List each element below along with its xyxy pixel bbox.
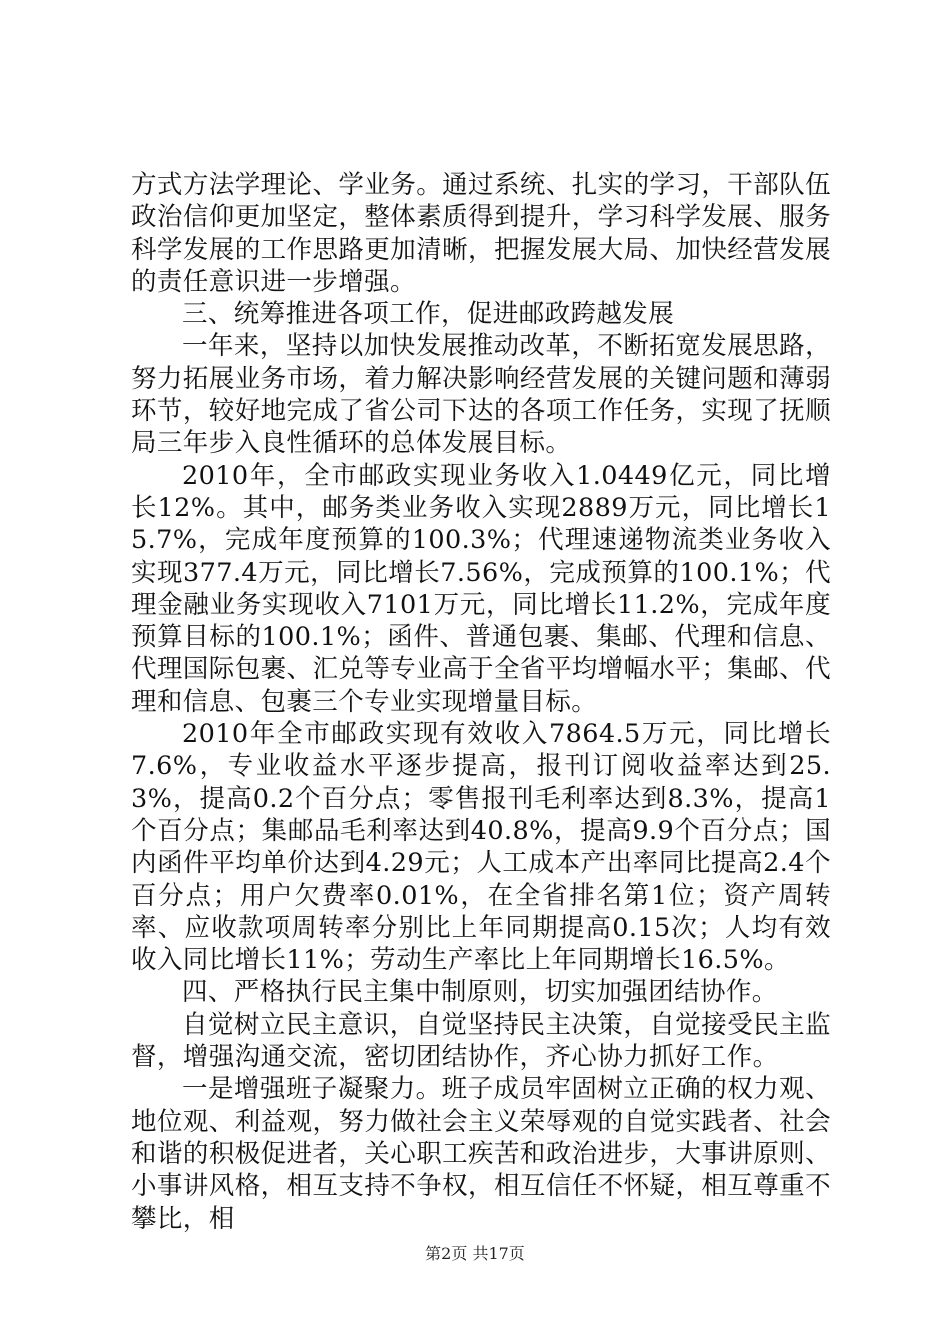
paragraph-effective-income: 2010年全市邮政实现有效收入7864.5万元，同比增长7.6%，专业收益水平逐步提高，报刊订阅收益率达到25.3%，提高0.2个百分点；零售报刊毛利率达到8.3%，提高1个百分点；集邮品毛利率达到40.8%，提高9.9个百分点；国内函件平均单价达到4.29元；人工成本产出率同比提高2.4个百分点；用户欠费率0.01%，在全省排名第1位；资产周转率、应收款项周转率分别比上年同期提高0.15次；人均有效收入同比增长11%；劳动生产率比上年同期增长16.5%。 — [131, 719, 831, 976]
page-footer: 第2页 共17页 — [425, 1244, 525, 1263]
paragraph-cohesion: 一是增强班子凝聚力。班子成员牢固树立正确的权力观、地位观、利益观，努力做社会主义荣辱观的自觉实践者、社会和谐的积极促进者，关心职工疾苦和政治进步，大事讲原则、小事讲风格，相互支持不争权，相互信任不怀疑，相互尊重不攀比，相 — [131, 1074, 831, 1234]
document-body — [131, 169, 831, 1235]
paragraph-study-results: 方式方法学理论、学业务。通过系统、扎实的学习，干部队伍政治信仰更加坚定，整体素质得到提升，学习科学发展、服务科学发展的工作思路更加清晰，把握发展大局、加快经营发展的责任意识进一步增强。 — [131, 170, 831, 297]
paragraph-democracy: 自觉树立民主意识，自觉坚持民主决策，自觉接受民主监督，增强沟通交流，密切团结协作，齐心协力抓好工作。 — [131, 1009, 831, 1073]
heading-section-four: 四、严格执行民主集中制原则，切实加强团结协作。 — [182, 977, 778, 1008]
paragraph-business-income: 2010年，全市邮政实现业务收入1.0449亿元，同比增长12%。其中，邮务类业务收入实现2889万元，同比增长15.7%，完成年度预算的100.3%；代理速递物流类业务收入实现377.4万元，同比增长7.56%，完成预算的100.1%；代理金融业务实现收入7101万元，同比增长11.2%，完成年度预算目标的100.1%；函件、普通包裹、集邮、代理和信息、代理国际包裹、汇兑等专业高于全省平均增幅水平；集邮、代理和信息、包裹三个专业实现增量目标。 — [131, 460, 831, 717]
paragraph-year-overview: 一年来，坚持以加快发展推动改革，不断拓宽发展思路，努力拓展业务市场，着力解决影响经营发展的关键问题和薄弱环节，较好地完成了省公司下达的各项工作任务，实现了抚顺局三年步入良性循环的总体发展目标。 — [131, 331, 831, 459]
heading-section-three: 三、统筹推进各项工作，促进邮政跨越发展 — [182, 299, 675, 330]
